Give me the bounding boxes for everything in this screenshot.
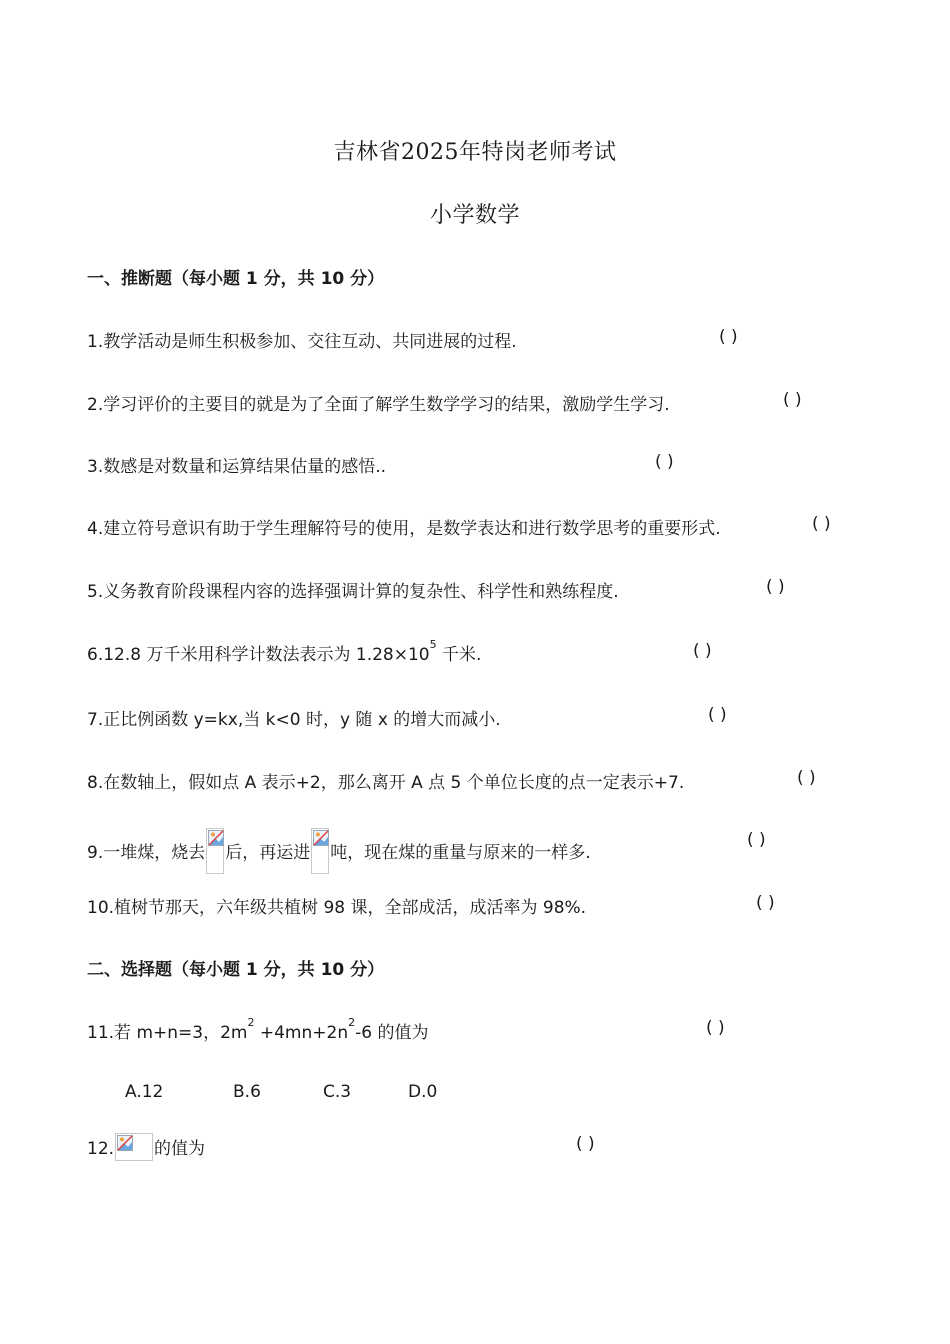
question-7: 7.正比例函数 y=kx,当 k<0 时，y 随 x 的增大而减小. bbox=[87, 710, 501, 730]
answer-paren-10: ( ) bbox=[756, 893, 775, 913]
question-9 bbox=[87, 830, 591, 876]
answer-paren-5: ( ) bbox=[766, 577, 785, 597]
section-heading-judgement: 一、推断题（每小题 1 分，共 10 分） bbox=[87, 269, 385, 289]
question-11-part-a: 11.若 m+n=3，2m bbox=[87, 1023, 248, 1043]
question-3: 3.数感是对数量和运算结果估量的感悟.. bbox=[87, 457, 387, 477]
question-9-part-b: 后，再运进 bbox=[225, 843, 311, 863]
question-12 bbox=[87, 1134, 205, 1163]
answer-paren-12: ( ) bbox=[576, 1134, 595, 1154]
answer-paren-2: ( ) bbox=[783, 390, 802, 410]
answer-paren-6: ( ) bbox=[693, 641, 712, 661]
exam-subtitle: 小学数学 bbox=[429, 203, 520, 228]
exponent: 5 bbox=[429, 638, 437, 651]
question-11 bbox=[87, 1018, 428, 1043]
section-heading-choice: 二、选择题（每小题 1 分，共 10 分） bbox=[87, 960, 385, 980]
question-11-part-b: +4mn+2n bbox=[254, 1023, 349, 1043]
question-6-text: 6.12.8 万千米用科学计数法表示为 1.28×10 bbox=[87, 645, 430, 665]
question-2: 2.学习评价的主要目的就是为了全面了解学生数学学习的结果，激励学生学习. bbox=[87, 395, 670, 415]
question-6-unit: 千米. bbox=[436, 645, 482, 665]
question-1: 1.教学活动是师生积极参加、交往互动、共同进展的过程. bbox=[87, 332, 517, 352]
answer-paren-11: ( ) bbox=[706, 1018, 725, 1038]
question-11-part-c: -6 的值为 bbox=[355, 1023, 429, 1043]
answer-paren-9: ( ) bbox=[747, 830, 766, 850]
broken-image-icon bbox=[115, 1133, 153, 1161]
answer-paren-3: ( ) bbox=[655, 452, 674, 472]
answer-paren-4: ( ) bbox=[812, 514, 831, 534]
question-8: 8.在数轴上，假如点 A 表示+2，那么离开 A 点 5 个单位长度的点一定表示+7. bbox=[87, 773, 685, 793]
question-9-part-c: 吨，现在煤的重量与原来的一样多. bbox=[330, 843, 591, 863]
broken-image-icon bbox=[206, 828, 224, 874]
exam-title: 吉林省2025年特岗老师考试 bbox=[333, 140, 617, 165]
option-d: D.0 bbox=[408, 1082, 438, 1102]
question-10: 10.植树节那天，六年级共植树 98 课，全部成活，成活率为 98%. bbox=[87, 898, 587, 918]
question-12-text: 的值为 bbox=[154, 1139, 206, 1159]
option-b: B.6 bbox=[233, 1082, 261, 1102]
exponent: 2 bbox=[348, 1016, 356, 1029]
question-9-part-a: 9.一堆煤，烧去 bbox=[87, 843, 206, 863]
question-5: 5.义务教育阶段课程内容的选择强调计算的复杂性、科学性和熟练程度. bbox=[87, 582, 619, 602]
broken-image-icon bbox=[311, 828, 329, 874]
answer-paren-8: ( ) bbox=[797, 768, 816, 788]
option-a: A.12 bbox=[125, 1082, 164, 1102]
question-6 bbox=[87, 640, 481, 665]
question-12-number: 12. bbox=[87, 1139, 115, 1159]
answer-paren-7: ( ) bbox=[708, 705, 727, 725]
exponent: 2 bbox=[247, 1016, 255, 1029]
answer-paren-1: ( ) bbox=[719, 327, 738, 347]
option-c: C.3 bbox=[323, 1082, 352, 1102]
question-4: 4.建立符号意识有助于学生理解符号的使用，是数学表达和进行数学思考的重要形式. bbox=[87, 519, 721, 539]
